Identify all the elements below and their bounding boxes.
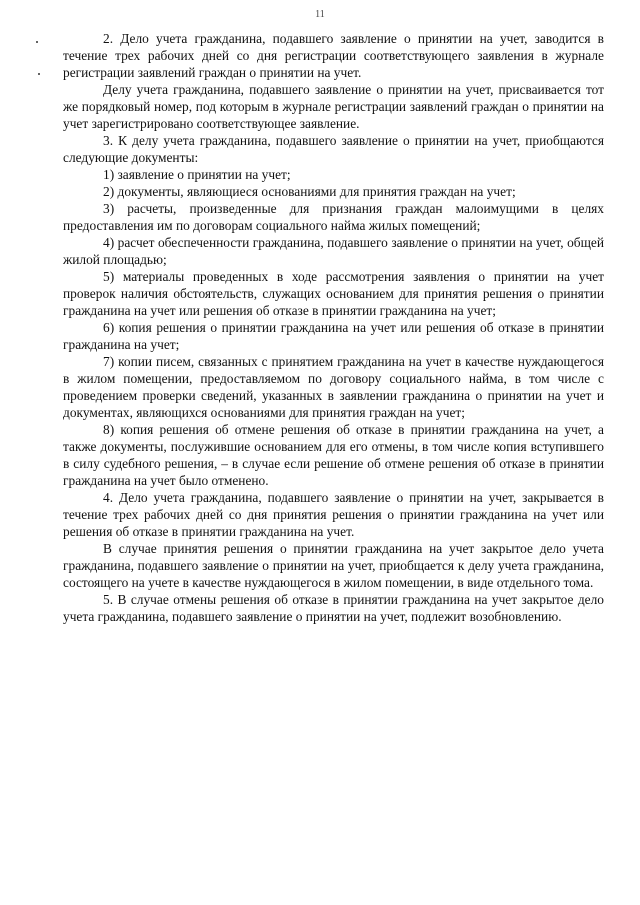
list-item-5: 5) материалы проведенных в ходе рассмотрения заявления о принятии на учет проверок наличия обстоятельств, служащих основанием для принятия решения о принятии гражданина на учет или решения об отказе в принятии гражданина на учет; (63, 269, 604, 318)
paragraph-2-continued: Делу учета гражданина, подавшего заявление о принятии на учет, присваивается тот же порядковый номер, под которым в журнале регистрации заявлений граждан о принятии на учет зарегистрировано соответствующее заявление. (63, 82, 604, 131)
paragraph-5: 5. В случае отмены решения об отказе в принятии гражданина на учет закрытое дело учета гражданина, подавшего заявление о принятии на учет, подлежит возобновлению. (63, 592, 604, 624)
list-item-8: 8) копия решения об отмене решения об отказе в принятии гражданина на учет, а также документы, послужившие основанием для его отмены, в том числе копия вступившего в силу судебного решения, – в случае если решение об отмене решения об отказе в принятии гражданина на учет было отменено. (63, 422, 604, 488)
list-item-2: 2) документы, являющиеся основаниями для принятия граждан на учет; (103, 184, 516, 199)
list-item-4: 4) расчет обеспеченности гражданина, подавшего заявление о принятии на учет, общей жилой площадью; (63, 235, 604, 267)
paragraph-2: 2. Дело учета гражданина, подавшего заявление о принятии на учет, заводится в течение трех рабочих дней со дня регистрации соответствующего заявления в журнале регистрации заявлений граждан о принятии на учет. (63, 31, 604, 80)
list-item-1: 1) заявление о принятии на учет; (103, 167, 291, 182)
list-item-7: 7) копии писем, связанных с принятием гражданина на учет в качестве нуждающегося в жилом помещении, предоставляемом по договору социального найма, в том числе с проведением проверки сведений, указанных в заявлении гражданина о принятии на учет и документах, являющихся основаниями для принятия граждан на учет; (63, 354, 604, 420)
list-item-6: 6) копия решения о принятии гражданина на учет или решения об отказе в принятии гражданина на учет; (63, 320, 604, 352)
page-number: 11 (315, 9, 325, 20)
paragraph-4-continued: В случае принятия решения о принятии гражданина на учет закрытое дело учета гражданина, подавшего заявление о принятии на учет, приобщается к делу учета гражданина, состоящего на учете в качестве нуждающегося в жилом помещении, в виде отдельного тома. (63, 541, 604, 590)
paragraph-3: 3. К делу учета гражданина, подавшего заявление о принятии на учет, приобщаются следующие документы: (63, 133, 604, 165)
paragraph-4: 4. Дело учета гражданина, подавшего заявление о принятии на учет, закрывается в течение трех рабочих дней со дня принятия решения о принятии гражданина на учет или решения об отказе в принятии гражданина на учет. (63, 490, 604, 539)
scan-speck (36, 41, 38, 43)
scan-speck (38, 73, 40, 75)
list-item-3: 3) расчеты, произведенные для признания граждан малоимущими в целях предоставления им по договорам социального найма жилых помещений; (63, 201, 604, 233)
document-body (63, 30, 604, 625)
